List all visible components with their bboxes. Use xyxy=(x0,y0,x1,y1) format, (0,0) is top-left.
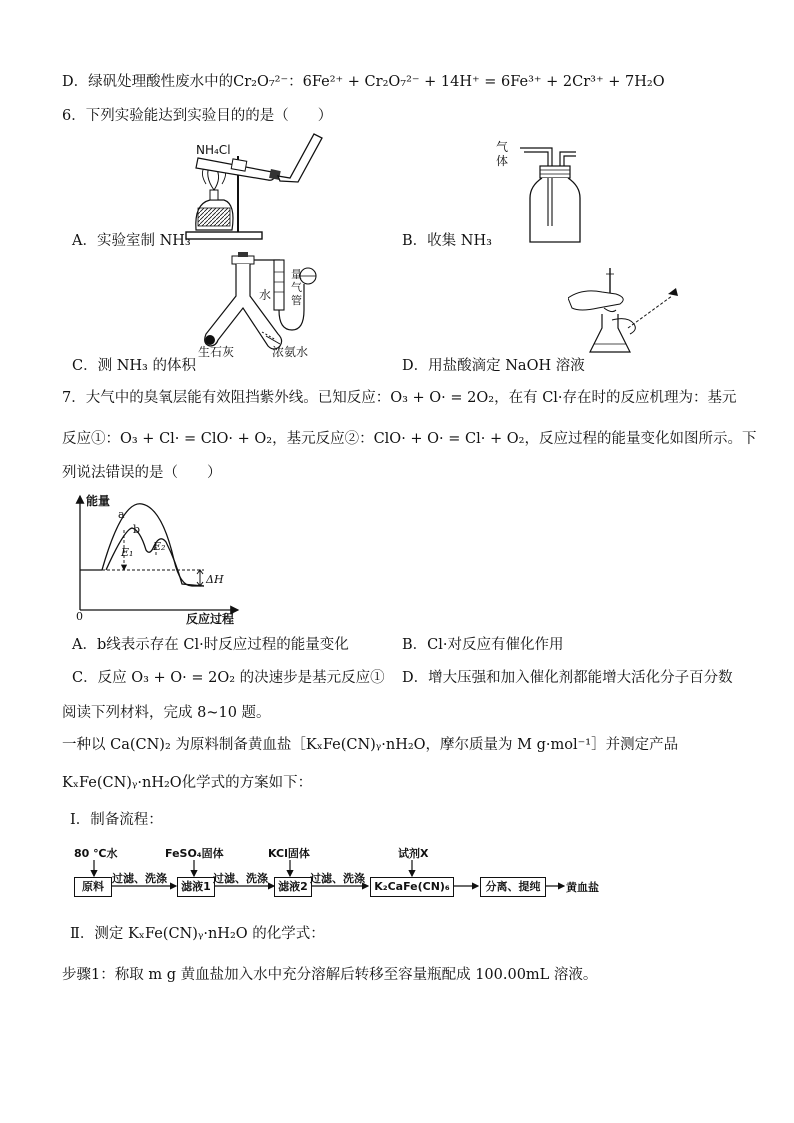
flow-box-intermediate: K₂CaFe(CN)₆ xyxy=(370,877,454,897)
flow-box-filtrate2: 滤液2 xyxy=(274,877,312,897)
q6-option-a: A．实验室制 NH₃ xyxy=(72,233,191,249)
graph-ylabel: 能量 xyxy=(86,494,111,508)
graph-dh: ΔH xyxy=(206,573,224,586)
flow-input-water: 80 ℃水 xyxy=(74,847,118,860)
q7-stem-line2: 反应①：O₃ + Cl· = ClO· + O₂，基元反应②：ClO· + O· = Cl· + O₂，反应过程的能量变化如图所示。下 xyxy=(62,431,757,447)
part2-title: Ⅱ．测定 KₓFe(CN)ᵧ·nH₂O 的化学式： xyxy=(70,926,325,942)
graph-e2: E₂ xyxy=(153,540,166,553)
fig-b-label-2: 体 xyxy=(496,154,509,168)
reading-intro: 阅读下列材料，完成 8~10 题。 xyxy=(62,705,271,721)
q7-option-c: C．反应 O₃ + O· = 2O₂ 的决速步是基元反应① xyxy=(72,670,385,686)
fig-c-water: 水 xyxy=(259,288,272,302)
graph-xlabel: 反应过程 xyxy=(186,612,235,626)
q6-option-c: C．测 NH₃ 的体积 xyxy=(72,358,196,374)
fig-c-tube-3: 管 xyxy=(291,294,302,307)
q6-option-d: D．用盐酸滴定 NaOH 溶液 xyxy=(402,358,585,374)
flow-box-filtrate1: 滤液1 xyxy=(177,877,215,897)
fig-c-ammonia: 浓氨水 xyxy=(272,345,309,359)
reading-line2: KₓFe(CN)ᵧ·nH₂O化学式的方案如下： xyxy=(62,775,313,791)
q5-option-d: D．绿矾处理酸性废水中的Cr₂O₇²⁻：6Fe²⁺ + Cr₂O₇²⁻ + 14H⁺ = 6Fe³⁺ + 2Cr³⁺ + 7H₂O xyxy=(62,74,665,90)
fig-c-tube-1: 量 xyxy=(291,268,302,281)
fig-c-tube-2: 气 xyxy=(291,281,302,294)
flow-step-1: 过滤、洗涤 xyxy=(112,872,167,885)
q7-option-b: B．Cl·对反应有催化作用 xyxy=(402,637,564,653)
flow-box-raw: 原料 xyxy=(74,877,112,897)
graph-origin: 0 xyxy=(76,610,83,623)
energy-diagram xyxy=(62,490,252,625)
graph-curve-b: b xyxy=(133,523,141,536)
graph-e1: E₁ xyxy=(121,546,134,559)
figure-d-titration xyxy=(568,268,688,360)
fig-c-lime: 生石灰 xyxy=(198,345,235,359)
fig-a-label: NH₄Cl xyxy=(196,143,231,157)
q7-option-a: A．b线表示存在 Cl·时反应过程的能量变化 xyxy=(72,637,349,653)
q7-stem-line3: 列说法错误的是（ ） xyxy=(62,465,222,481)
flow-input-kcl: KCl固体 xyxy=(268,847,310,860)
flow-box-purify: 分离、提纯 xyxy=(480,877,546,897)
q7-stem-line1: 7．大气中的臭氧层能有效阻挡紫外线。已知反应：O₃ + O· = 2O₂，在有 Cl·存在时的反应机理为：基元 xyxy=(62,390,737,406)
reading-line1: 一种以 Ca(CN)₂ 为原料制备黄血盐［KₓFe(CN)ᵧ·nH₂O，摩尔质量为 M g·mol⁻¹］并测定产品 xyxy=(62,737,679,753)
q6-stem: 6．下列实验能达到实验目的的是（ ） xyxy=(62,108,333,124)
q6-option-b: B．收集 NH₃ xyxy=(402,233,492,249)
flow-step-3: 过滤、洗涤 xyxy=(310,872,365,885)
flow-input-reagent-x: 试剂X xyxy=(398,847,429,860)
graph-curve-a: a xyxy=(118,508,125,521)
part1-title: Ⅰ．制备流程： xyxy=(70,812,163,828)
figure-b-gas-bottle xyxy=(520,138,630,248)
flow-input-feso4: FeSO₄固体 xyxy=(165,847,224,860)
fig-b-label-1: 气 xyxy=(496,140,509,154)
q7-option-d: D．增大压强和加入催化剂都能增大活化分子百分数 xyxy=(402,670,733,686)
flow-step-2: 过滤、洗涤 xyxy=(213,872,268,885)
step1-text: 步骤1：称取 m g 黄血盐加入水中充分溶解后转移至容量瓶配成 100.00mL 溶液。 xyxy=(62,967,598,983)
flow-product: 黄血盐 xyxy=(566,881,599,894)
